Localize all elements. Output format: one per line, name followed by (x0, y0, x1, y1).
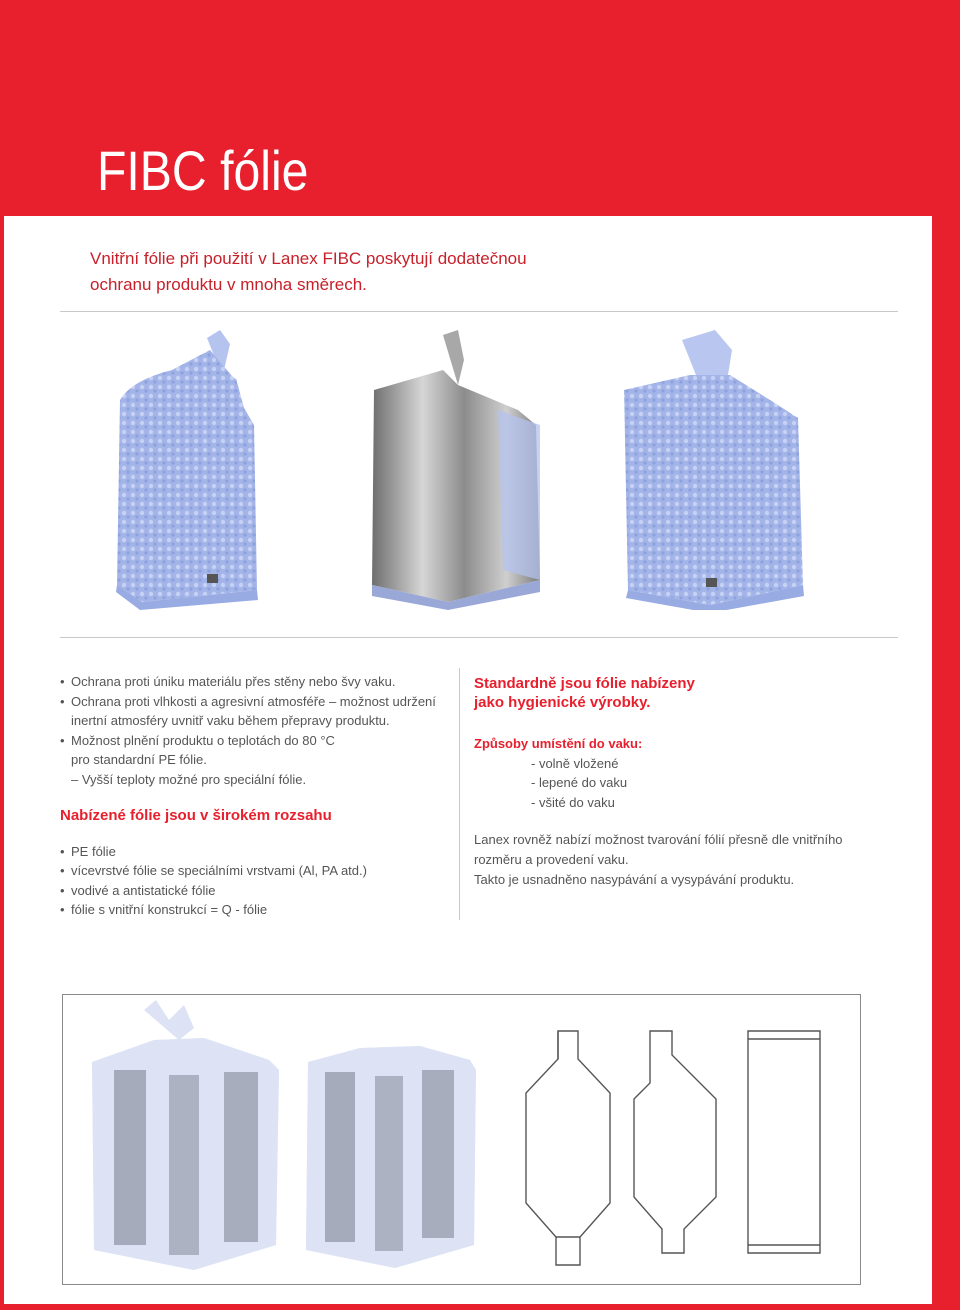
divider-middle (60, 637, 898, 638)
benefit-item: • Možnost plnění produktu o teplotách do 80 °C pro standardní PE fólie. (60, 731, 455, 770)
benefit-list (60, 672, 455, 770)
benefit-item: • Ochrana proti úniku materiálu přes stěny nebo švy vaku. (60, 672, 455, 692)
intro-line-2: ochranu produktu v mnoha směrech. (90, 275, 367, 294)
range-heading: Nabízené fólie jsou v širokém rozsahu (60, 806, 332, 824)
intro-line-1: Vnitřní fólie při použití v Lanex FIBC poskytují dodatečnou (90, 249, 527, 268)
standard-heading: Standardně jsou fólie nabízeny jako hygienické výrobky. (474, 675, 695, 711)
info-column (474, 674, 894, 889)
page-title: FIBC fólie (97, 139, 309, 202)
range-item: • PE fólie (60, 842, 455, 862)
liner-outline-drawings (520, 1025, 840, 1270)
range-item: • fólie s vnitřní konstrukcí = Q - fólie (60, 900, 455, 920)
range-list (60, 842, 455, 920)
bag-photo-pe-1 (112, 330, 262, 610)
range-item: • vícevrstvé fólie se speciálními vrstvami (Al, PA atd.) (60, 861, 455, 881)
divider-top (60, 311, 898, 312)
mounting-heading: Způsoby umístění do vaku: (474, 736, 643, 751)
intro-text (90, 246, 690, 298)
benefit-note: – Vyšší teploty možné pro speciální fólie. (71, 771, 307, 787)
benefits-column (60, 672, 455, 920)
shaping-text: Lanex rovněž nabízí možnost tvarování fólií přesně dle vnitřního rozměru a provedení vaku. Takto je usnadněno nasypávání a vysypávání produktu. (474, 832, 843, 887)
column-divider (459, 668, 460, 920)
bag-photo-aluminium (368, 330, 548, 610)
mounting-item: - volně vložené (531, 755, 619, 771)
benefit-item: • Ochrana proti vlhkosti a agresivní atmosféře – možnost udržení inertní atmosféry uvnitř vaku během přepravy produktu. (60, 692, 455, 731)
q-bag-photo-1 (84, 1000, 284, 1278)
mounting-item: - všité do vaku (531, 794, 615, 810)
q-bag-photo-2 (300, 1040, 480, 1276)
bag-photo-pe-2 (620, 330, 810, 610)
range-item: • vodivé a antistatické fólie (60, 881, 455, 901)
mounting-item: - lepené do vaku (531, 775, 628, 791)
